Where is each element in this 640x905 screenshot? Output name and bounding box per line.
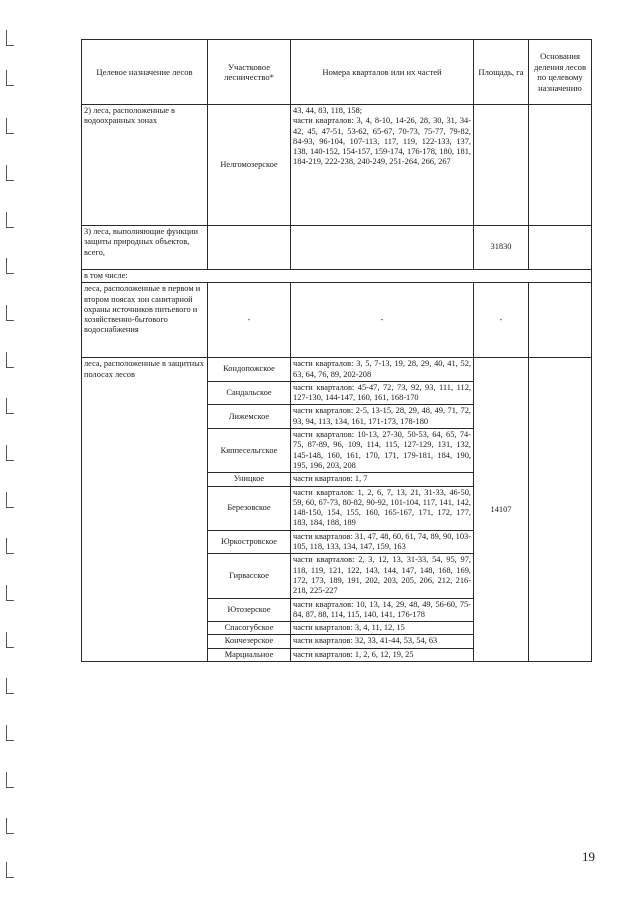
forestry-cell [208,226,291,270]
binding-mark [6,678,14,694]
quarters-cell: части кварталов: 10-13, 27-30, 50-53, 64, 65, 74-75, 87-89, 96, 109, 114, 115, 127-129, 131, 132, 145-148, 160, 161, 170, 171, 179-181, 184, 190, 195, 196, 203, 208 [291,429,474,473]
table-row [82,358,592,382]
binding-mark [6,258,14,274]
quarters-line: части кварталов: 3, 4, 8-10, 14-26, 28, 30, 31, 34-42, 45, 47-51, 53-62, 65-67, 70-73, 75-77, 79-82, 84-93, 96-104, 107-113, 117, 119, 122-133, 137, 138, 140-152, 154-157, 159-174, 176-178, 180, 181, 184-219, 222-238, 240-249, 251-264, 266, 267 [293,116,471,167]
quarters-cell: части кварталов: 10, 13, 14, 29, 48, 49, 56-60, 75-84, 87, 88, 114, 115, 140, 141, 176-178 [291,598,474,622]
table-row [82,226,592,270]
header-area: Площадь, га [474,40,529,105]
forestry-cell: Кондопожское [208,358,291,382]
forestry-cell: Юркостровское [208,530,291,554]
binding-mark [6,118,14,134]
quarters-cell: части кварталов: 31, 47, 48, 60, 61, 74, 89, 90, 103-105, 118, 133, 134, 147, 159, 163 [291,530,474,554]
binding-mark [6,862,14,878]
purpose-cell: леса, расположенные в первом и втором поясах зон санитарной охраны источников питьевого и хозяйственно-бытового водоснабжения [82,283,208,358]
binding-mark [6,212,14,228]
quarters-cell: части кварталов: 2-5, 13-15, 28, 29, 48, 49, 71, 72, 93, 94, 113, 134, 161, 171-173, 178-180 [291,405,474,429]
quarters-cell: части кварталов: 32, 33, 41-44, 53, 54, 63 [291,635,474,648]
binding-mark [6,725,14,741]
table-header-row [82,40,592,105]
forestry-cell: Гирвасское [208,554,291,598]
forestry-cell: Спасогубское [208,622,291,635]
binding-mark [6,398,14,414]
purpose-cell: леса, расположенные в защитных полосах лесов [82,358,208,662]
quarters-cell: части кварталов: 2, 3, 12, 13, 31-33, 54, 95, 97, 118, 119, 121, 122, 143, 144, 147, 148, 168, 169, 172, 173, 189, 191, 202, 203, 205, 206, 212, 216-218, 225-227 [291,554,474,598]
quarters-cell: части кварталов: 3, 4, 11, 12, 15 [291,622,474,635]
binding-mark [6,538,14,554]
quarters-cell: части кварталов: 3, 5, 7-13, 19, 28, 29, 40, 41, 52, 63, 64, 76, 89, 202-208 [291,358,474,382]
area-cell: - [474,283,529,358]
binding-mark [6,70,14,86]
forestry-cell: Ютозерское [208,598,291,622]
basis-cell [529,226,592,270]
binding-mark [6,585,14,601]
binding-marks [0,0,16,905]
binding-mark [6,352,14,368]
quarters-cell: части кварталов: 1, 2, 6, 12, 19, 25 [291,648,474,661]
purpose-cell: 2) леса, расположенные в водоохранных зонах [82,105,208,226]
header-quarters: Номера кварталов или их частей [291,40,474,105]
forest-purpose-table [81,39,592,662]
binding-mark [6,165,14,181]
basis-cell [529,283,592,358]
binding-mark [6,772,14,788]
header-purpose: Целевое назначение лесов [82,40,208,105]
binding-mark [6,492,14,508]
forestry-cell: Лижемское [208,405,291,429]
table-row [82,270,592,283]
binding-mark [6,445,14,461]
binding-mark [6,818,14,834]
table-row [82,283,592,358]
forestry-cell: Сандальское [208,381,291,405]
table-row [82,105,592,226]
header-forestry: Участковое лесничество* [208,40,291,105]
quarters-cell: части кварталов: 1, 2, 6, 7, 13, 21, 31-33, 46-50, 59, 60, 67-73, 80-82, 90-92, 101-104, 117, 141, 142, 148-150, 154, 155, 160, 165-167, 171, 172, 177, 183, 184, 188, 189 [291,486,474,530]
quarters-cell [291,105,474,226]
binding-mark [6,632,14,648]
quarters-line: 43, 44, 83, 118, 158; [293,106,363,115]
area-cell: 14107 [474,358,529,662]
forestry-cell: Кяппесельгское [208,429,291,473]
header-basis: Основания деления лесов по целевому назначению [529,40,592,105]
binding-mark [6,305,14,321]
basis-cell [529,358,592,662]
forestry-cell: Кончезерское [208,635,291,648]
forestry-cell: Уницкое [208,473,291,486]
area-cell [474,105,529,226]
forestry-cell: Марциальное [208,648,291,661]
area-cell: 31830 [474,226,529,270]
quarters-cell: части кварталов: 1, 7 [291,473,474,486]
quarters-cell: - [291,283,474,358]
binding-mark [6,30,14,46]
basis-cell [529,105,592,226]
quarters-cell [291,226,474,270]
purpose-cell: 3) леса, выполняющие функции защиты природных объектов, всего, [82,226,208,270]
forestry-cell: Березовское [208,486,291,530]
page-number: 19 [582,849,595,864]
forestry-cell: - [208,283,291,358]
forestry-cell: Нелгомозерское [208,105,291,226]
including-cell: в том числе: [82,270,592,283]
quarters-cell: части кварталов: 45-47, 72, 73, 92, 93, 111, 112, 127-130, 144-147, 160, 161, 168-170 [291,381,474,405]
